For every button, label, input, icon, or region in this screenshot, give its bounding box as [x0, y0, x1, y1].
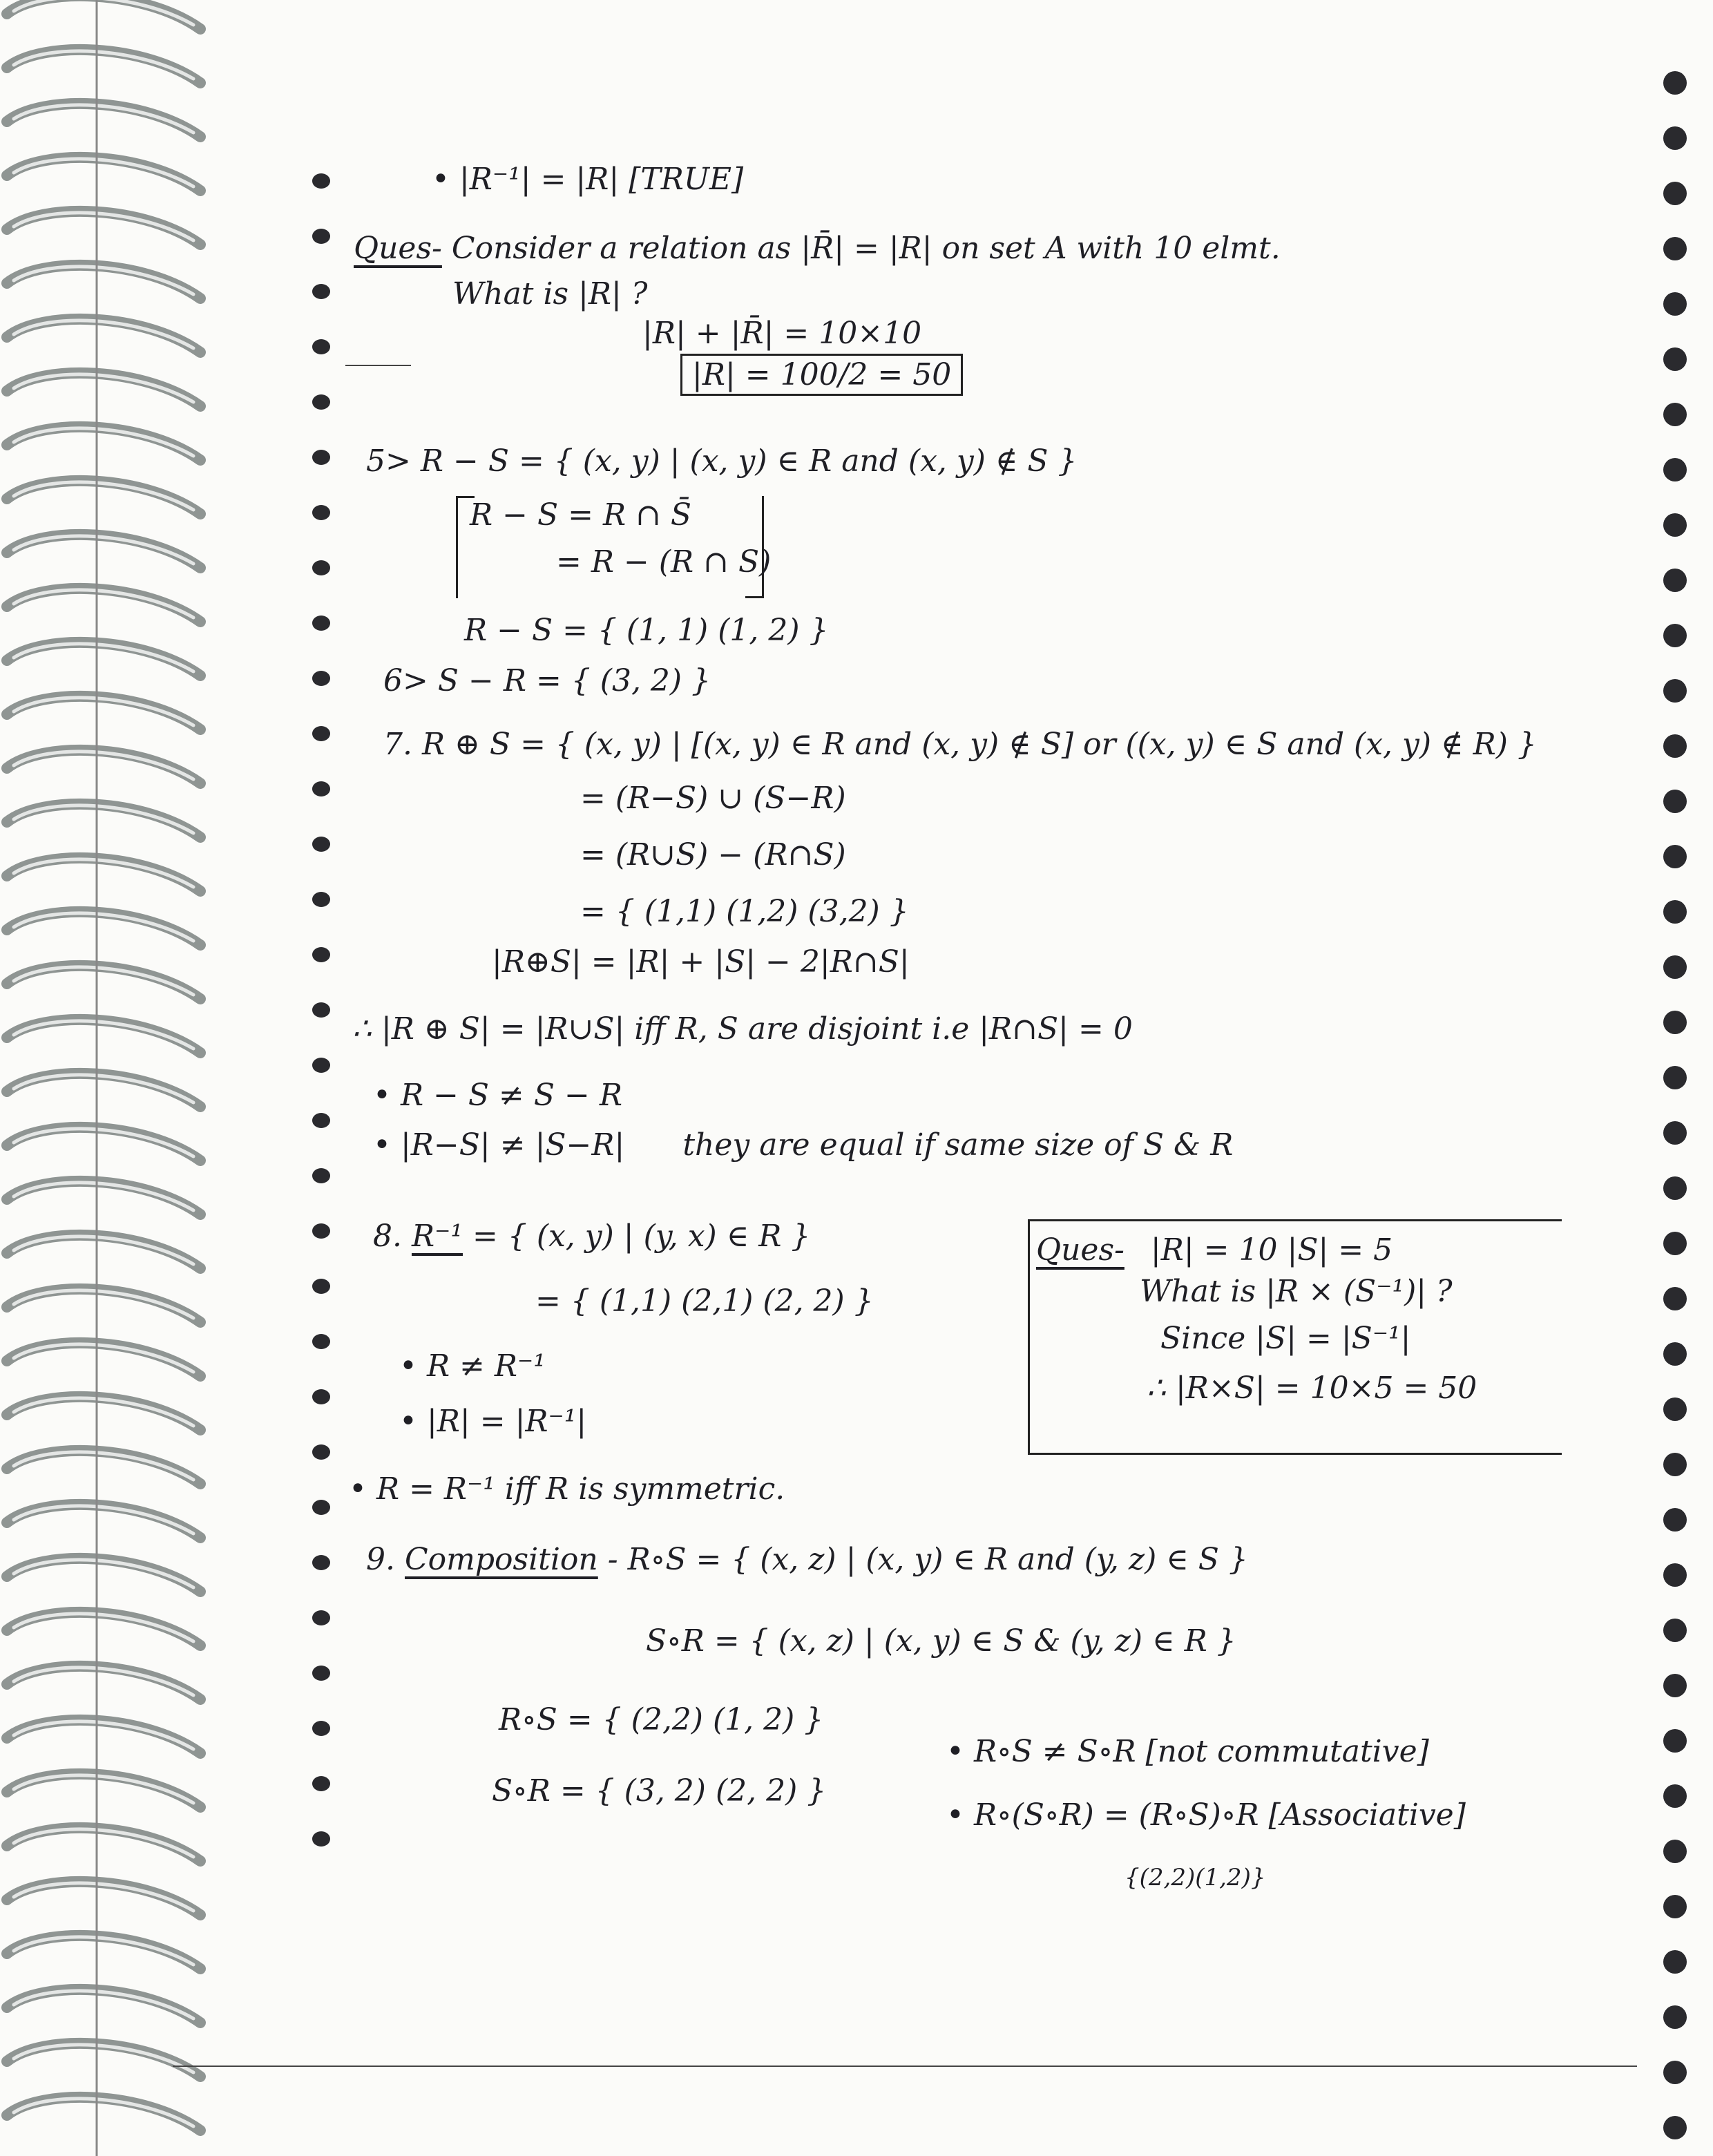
punch-hole: [1663, 734, 1687, 758]
margin-dot: [312, 229, 330, 244]
margin-dot: [312, 781, 330, 796]
punch-hole: [1663, 1176, 1687, 1200]
margin-dot: [312, 1444, 330, 1460]
note-line-composition-2: S∘R = { (x, z) | (x, y) ∈ S & (y, z) ∈ R }: [646, 1623, 1236, 1659]
punch-hole: [1663, 1121, 1687, 1145]
note-line-composition: 9. Composition - R∘S = { (x, z) | (x, y) ∈ R and (y, z) ∈ S }: [366, 1542, 1248, 1577]
question-box-line-2: What is |R × (S⁻¹)| ?: [1140, 1274, 1453, 1309]
margin-dot: [312, 1555, 330, 1570]
note-line-symmetric-diff: 7. R ⊕ S = { (x, y) | [(x, y) ∈ R and (x, y) ∉ S] or ((x, y) ∈ S and (x, y) ∉ R) }: [383, 727, 1537, 762]
spiral-binding: [0, 0, 228, 2156]
punch-hole: [1663, 900, 1687, 924]
composition-label: Composition: [404, 1542, 598, 1577]
margin-dot: [312, 1500, 330, 1515]
note-line-diff-sizes: • |R−S| ≠ |S−R| they are equal if same size of S & R: [373, 1126, 1233, 1165]
punch-hole: [1663, 1508, 1687, 1532]
margin-dot: [312, 1168, 330, 1183]
note-line-symdiff-card: |R⊕S| = |R| + |S| − 2|R∩S|: [492, 944, 910, 980]
margin-dot: [312, 671, 330, 686]
bottom-rule: [173, 2066, 1637, 2067]
margin-dot: [312, 339, 330, 354]
note-line-difference-def: 5> R − S = { (x, y) | (x, y) ∈ R and (x, y) ∉ S }: [366, 443, 1078, 479]
margin-dots: [294, 0, 349, 2156]
punch-hole: [1663, 2005, 1687, 2029]
ques-label: Ques-: [354, 231, 442, 266]
margin-dot: [312, 616, 330, 631]
margin-dot: [312, 1058, 330, 1073]
margin-dot: [312, 1389, 330, 1404]
question-box-line-3: Since |S| = |S⁻¹|: [1160, 1321, 1411, 1356]
punch-hole: [1663, 71, 1687, 95]
margin-dot: [312, 892, 330, 907]
margin-dot: [312, 1666, 330, 1681]
punch-hole: [1663, 679, 1687, 703]
note-line-scribble: {(2,2)(1,2)}: [1125, 1864, 1266, 1891]
margin-dot: [312, 947, 330, 962]
question-box-label: Ques-: [1036, 1232, 1125, 1268]
margin-dot: [312, 394, 330, 410]
punch-hole: [1663, 2061, 1687, 2084]
punch-hole: [1663, 1342, 1687, 1366]
punch-hole: [1663, 1287, 1687, 1310]
note-line-question-2: What is |R| ?: [452, 276, 648, 312]
note-line-6: 6> S − R = { (3, 2) }: [383, 663, 711, 698]
punch-hole: [1663, 1729, 1687, 1753]
note-line-inverse-neq: • R ≠ R⁻¹: [399, 1347, 546, 1386]
note-line-inverse-cardinality: • |R⁻¹| = |R| [TRUE]: [432, 160, 743, 199]
punch-hole: [1663, 237, 1687, 260]
punch-hole: [1663, 955, 1687, 979]
note-line-inverse-card: • |R| = |R⁻¹|: [399, 1402, 586, 1441]
note-line-diff-identity-2: = R − (R ∩ S): [556, 544, 772, 580]
margin-dot: [312, 1776, 330, 1791]
punch-hole: [1663, 624, 1687, 647]
margin-dot: [312, 173, 330, 189]
note-line-sum: |R| + |R̄| = 10×10: [642, 316, 922, 351]
punch-hole: [1663, 1895, 1687, 1918]
punch-hole: [1663, 458, 1687, 481]
punch-hole: [1663, 513, 1687, 537]
punch-hole: [1663, 1784, 1687, 1808]
question-box-line-1: Ques- |R| = 10 |S| = 5: [1036, 1232, 1393, 1268]
ques-text: Consider a relation as |R̄| = |R| on set A with 10 elmt.: [451, 231, 1281, 266]
note-line-symdiff-4: = { (1,1) (1,2) (3,2) }: [580, 894, 909, 929]
punch-hole: [1663, 1066, 1687, 1089]
note-line-symdiff-2: = (R−S) ∪ (S−R): [580, 781, 846, 816]
note-line-composition-ex2: S∘R = { (3, 2) (2, 2) }: [492, 1773, 827, 1809]
punch-hole: [1663, 347, 1687, 371]
punch-hole: [1663, 403, 1687, 426]
question-box-line-4: ∴ |R×S| = 10×5 = 50: [1147, 1371, 1477, 1406]
answer-box: |R| = 100/2 = 50: [680, 354, 963, 396]
punch-hole: [1663, 1011, 1687, 1034]
note-line-symdiff-3: = (R∪S) − (R∩S): [580, 837, 846, 872]
note-line-symmetric: • R = R⁻¹ iff R is symmetric.: [349, 1470, 785, 1509]
punch-hole: [1663, 1397, 1687, 1421]
punch-hole: [1663, 569, 1687, 592]
punch-holes: [1616, 0, 1713, 2156]
margin-dot: [312, 1002, 330, 1018]
note-line-inverse-example: = { (1,1) (2,1) (2, 2) }: [535, 1284, 874, 1319]
note-line-not-commutative-diff: • R − S ≠ S − R: [373, 1076, 622, 1115]
punch-hole: [1663, 790, 1687, 813]
punch-hole: [1663, 2116, 1687, 2139]
punch-hole: [1663, 1619, 1687, 1642]
note-line-answer: [680, 356, 963, 394]
punch-hole: [1663, 845, 1687, 868]
margin-dot: [312, 1831, 330, 1847]
margin-dot: [312, 1721, 330, 1736]
margin-dot: [312, 450, 330, 465]
note-line-diff-example: R − S = { (1, 1) (1, 2) }: [464, 613, 829, 648]
margin-dot: [312, 726, 330, 741]
margin-dot: [312, 1223, 330, 1239]
note-line-diff-identity-1: R − S = R ∩ S̄: [470, 497, 692, 533]
punch-hole: [1663, 1840, 1687, 1863]
margin-dot: [312, 1334, 330, 1349]
note-line-disjoint: ∴ |R ⊕ S| = |R∪S| iff R, S are disjoint i.e |R∩S| = 0: [352, 1011, 1133, 1047]
margin-dot: [312, 1113, 330, 1128]
margin-dot: [312, 284, 330, 299]
margin-dot: [312, 505, 330, 520]
punch-hole: [1663, 182, 1687, 205]
margin-dash: [345, 365, 411, 366]
punch-hole: [1663, 1563, 1687, 1587]
punch-hole: [1663, 1950, 1687, 1974]
punch-hole: [1663, 126, 1687, 150]
margin-dot: [312, 1610, 330, 1625]
note-line-inverse-def: 8. R⁻¹ = { (x, y) | (y, x) ∈ R }: [373, 1219, 811, 1254]
margin-dot: [312, 560, 330, 575]
punch-hole: [1663, 1453, 1687, 1476]
note-line-question: [354, 229, 1281, 268]
margin-dot: [312, 837, 330, 852]
note-line-associative: • R∘(S∘R) = (R∘S)∘R [Associative]: [946, 1796, 1466, 1835]
margin-dot: [312, 1279, 330, 1294]
note-line-not-commutative: • R∘S ≠ S∘R [not commutative]: [946, 1733, 1429, 1771]
note-line-composition-ex1: R∘S = { (2,2) (1, 2) }: [499, 1702, 824, 1737]
punch-hole: [1663, 1674, 1687, 1697]
punch-hole: [1663, 292, 1687, 316]
punch-hole: [1663, 1232, 1687, 1255]
